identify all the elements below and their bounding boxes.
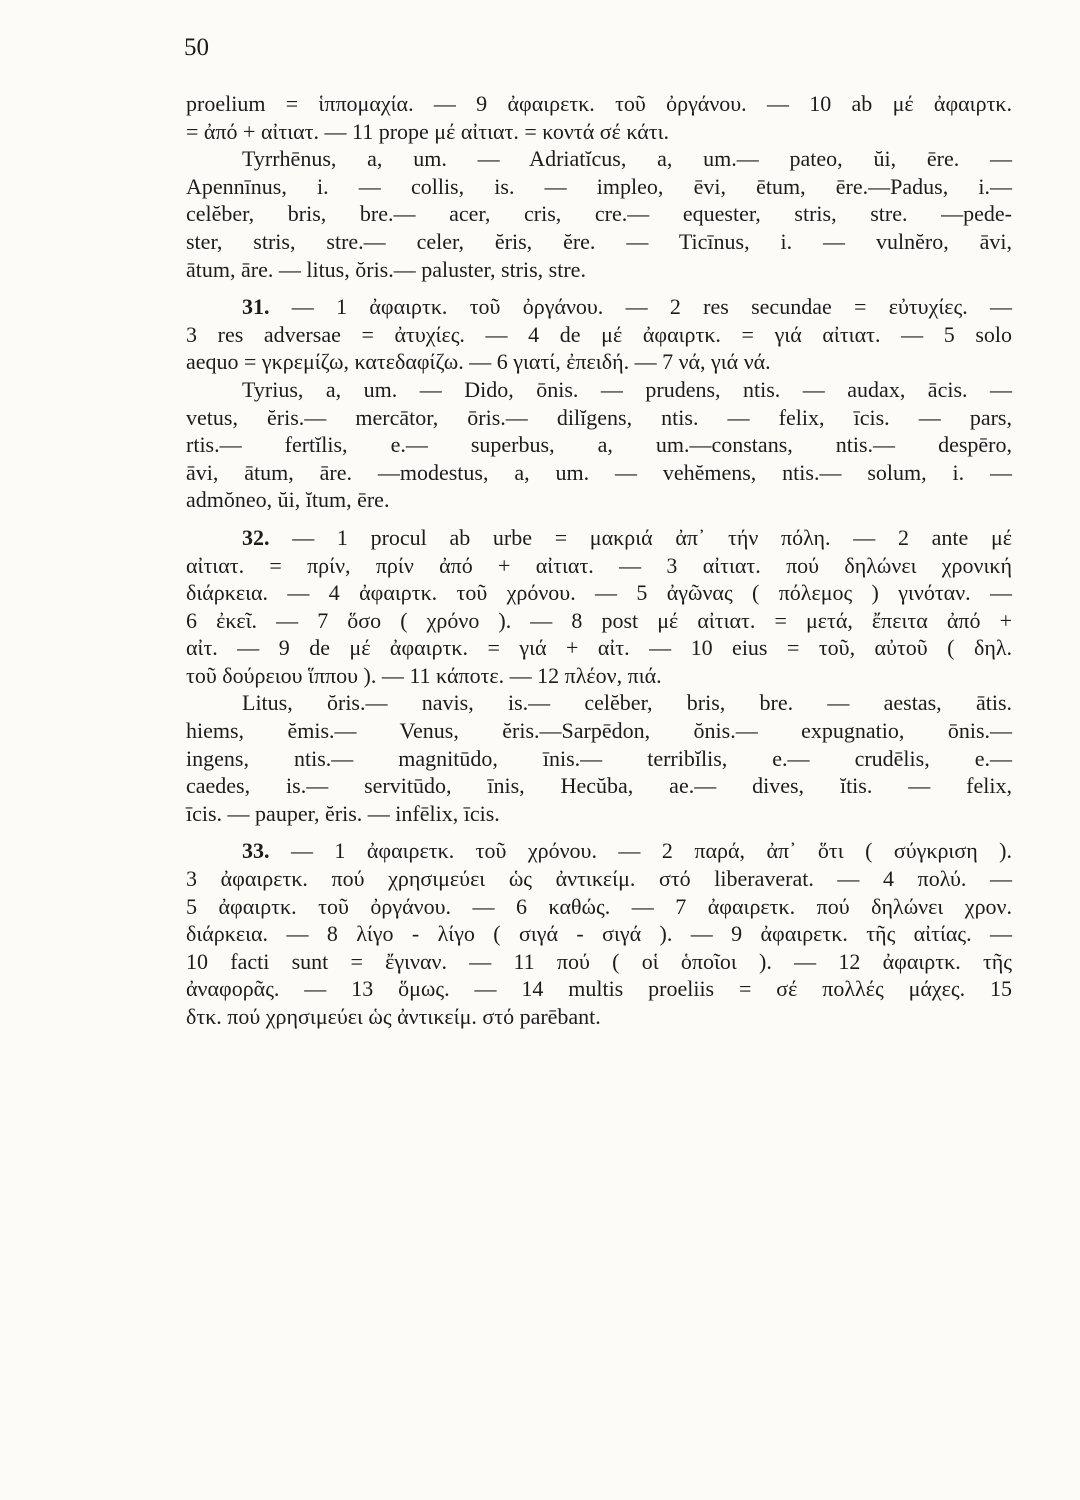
page-number: 50: [184, 34, 209, 61]
text-line: ingens, ntis.— magnitūdo, īnis.— terribĭlis, e.— crudēlis, e.—: [186, 745, 1012, 771]
text-line: 3 ἀφαιρετκ. πού χρησιμεύει ὡς ἀντικείμ. στό liberaverat. — 4 πολύ. —: [186, 866, 1012, 892]
section-number: 31.: [242, 294, 270, 320]
text-line: caedes, is.— servitūdo, īnis, Hecŭba, ae.— dives, ĭtis. — felix,: [186, 773, 1012, 799]
text-line: ἀναφορᾶς. — 13 ὅμως. — 14 multis proeliis = σέ πολλές μάχες. 15: [186, 976, 1012, 1002]
text-line: αἰτιατ. = πρίν, πρίν ἀπό + αἰτιατ. — 3 αἰτιατ. πού δηλώνει χρονική: [186, 552, 1012, 578]
text-line: 6 ἐκεῖ. — 7 ὅσο ( χρόνο ). — 8 post μέ αἰτιατ. = μετά, ἔπειτα ἀπό +: [186, 607, 1012, 633]
text-line: ātum, āre. — litus, ŏris.— paluster, stris, stre.: [186, 256, 586, 282]
text-line: [186, 837, 1012, 865]
text-line: proelium = ἱππομαχία. — 9 ἀφαιρετκ. τοῦ ὀργάνου. — 10 ab μέ ἀφαιρτκ.: [186, 91, 1012, 116]
text-line: celĕber, bris, bre.— acer, cris, cre.— equester, stris, stre. —pede-: [186, 201, 1012, 227]
text-line: īcis. — pauper, ĕris. — infēlix, īcis.: [186, 800, 500, 826]
page-body: [186, 90, 1012, 1031]
text-line: 10 facti sunt = ἔγιναν. — 11 πού ( οἱ ὁποῖοι ). — 12 ἀφαιρτκ. τῆς: [186, 948, 1012, 974]
text-line: = ἀπό + αἰτιατ. — 11 prope μέ αἰτιατ. = κοντά σέ κάτι.: [186, 118, 670, 144]
text-line: αἰτ. — 9 de μέ ἀφαιρτκ. = γιά + αἰτ. — 10 eius = τοῦ, αὐτοῦ ( δηλ.: [186, 635, 1012, 661]
vocabulary-list: [186, 145, 1012, 283]
vocabulary-list: [186, 689, 1012, 827]
text-line: τοῦ δούρειου ἵππου ). — 11 κάποτε. — 12 πλέον, πιά.: [186, 662, 662, 688]
text-line: vetus, ĕris.— mercātor, ōris.— dilĭgens, ntis. — felix, īcis. — pars,: [186, 404, 1012, 430]
text-line: admŏneo, ŭi, ĭtum, ēre.: [186, 487, 390, 513]
text-line: διάρκεια. — 4 ἀφαιρτκ. τοῦ χρόνου. — 5 ἀγῶνας ( πόλεμος ) γινόταν. —: [186, 580, 1012, 606]
text-line: Litus, ŏris.— navis, is.— celĕber, bris, bre. — aestas, ātis.: [242, 690, 1012, 716]
section-number: 33.: [242, 838, 270, 864]
text-line: rtis.— fertĭlis, e.— superbus, a, um.—constans, ntis.— despēro,: [186, 432, 1012, 458]
section-notes: [186, 837, 1012, 1030]
section-notes: [186, 293, 1012, 376]
text-line: 3 res adversae = ἀτυχίες. — 4 de μέ ἀφαιρτκ. = γιά αἰτιατ. — 5 solo: [186, 321, 1012, 347]
vocabulary-list: [186, 376, 1012, 514]
notes-continuation: [186, 90, 1012, 145]
text-line: Apennīnus, i. — collis, is. — impleo, ēvi, ētum, ēre.—Padus, i.—: [186, 173, 1012, 199]
text-line: [186, 524, 1012, 552]
text-line: hiems, ĕmis.— Venus, ĕris.—Sarpēdon, ŏnis.— expugnatio, ōnis.—: [186, 718, 1012, 744]
text-line: aequo = γκρεμίζω, κατεδαφίζω. — 6 γιατί, ἐπειδή. — 7 νά, γιά νά.: [186, 349, 771, 375]
text-line: āvi, ātum, āre. —modestus, a, um. — vehĕmens, ntis.— solum, i. —: [186, 459, 1012, 485]
text-line: Tyrius, a, um. — Dido, ōnis. — prudens, ntis. — audax, ācis. —: [242, 376, 1012, 402]
text-line: [186, 293, 1012, 321]
section-notes: [186, 524, 1012, 690]
line-text: — 1 ἀφαιρετκ. τοῦ χρόνου. — 2 παρά, ἀπ᾽ ὅτι ( σύγκριση ).: [269, 838, 1012, 864]
text-line: διάρκεια. — 8 λίγο - λίγο ( σιγά - σιγά ). — 9 ἀφαιρετκ. τῆς αἰτίας. —: [186, 921, 1012, 947]
section-number: 32.: [242, 524, 270, 550]
text-line: δτκ. πού χρησιμεύει ὡς ἀντικείμ. στό parēbant.: [186, 1004, 601, 1029]
line-text: — 1 procul ab urbe = μακριά ἀπ᾽ τήν πόλη. — 2 ante μέ: [269, 524, 1012, 550]
text-line: 5 ἀφαιρτκ. τοῦ ὀργάνου. — 6 καθώς. — 7 ἀφαιρετκ. πού δηλώνει χρον.: [186, 893, 1012, 919]
text-line: Tyrrhēnus, a, um. — Adriatĭcus, a, um.— pateo, ŭi, ēre. —: [242, 146, 1012, 172]
line-text: — 1 ἀφαιρτκ. τοῦ ὀργάνου. — 2 res secundae = εὐτυχίες. —: [269, 294, 1012, 320]
text-line: ster, stris, stre.— celer, ĕris, ĕre. — Ticīnus, i. — vulnĕro, āvi,: [186, 228, 1012, 254]
